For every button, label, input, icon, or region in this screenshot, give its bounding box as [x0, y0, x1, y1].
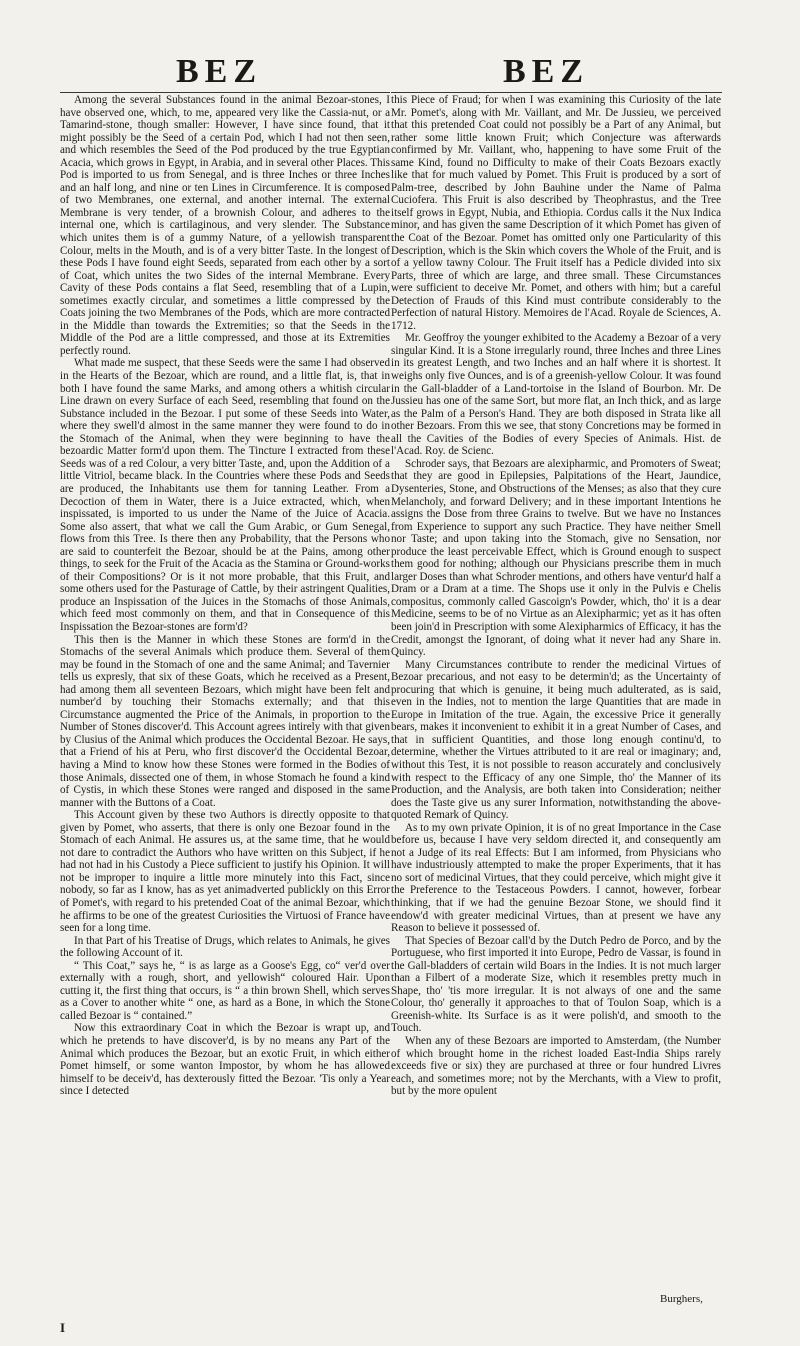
- running-head-right: BEZ: [503, 53, 590, 90]
- paragraph: In that Part of his Treatise of Drugs, which relates to Animals, he gives the following Account of it.: [60, 934, 390, 960]
- paragraph: Many Circumstances contribute to render the medicinal Virtues of Bezoar precarious, and not easy to be determin'd; as the Uncertainty of procuring that which is genuine, it being much adulterated, as is said, even in the Indies, not to mention the large Quantities that are made in Europe in Imitation of the true. Again, the excessive Price it generally bears, makes it inconvenient to exhibit it in a great Number of Cases, and that in sufficient Quantities, and those long enough continu'd, to determine, whether the Virtues attributed to it are real or imaginary; and, without this Test, it is not possible to reason accurately and conclusively with respect to the Efficacy of any one Simple, tho' the Manner of its Production, and the Analysis, are both taken into Consideration; neither does the Taste give us any surer Information, notwithstanding the above-quoted Remark of Quincy.: [391, 658, 721, 822]
- paragraph: This Account given by these two Authors is directly opposite to that given by Pomet, who asserts, that there is only one Bezoar found in the Stomach of each Animal. He assures us, at the same time, that he would not dare to contradict the Authors who have written on this Subject, if he had not had in his Custody a Piece sufficient to justify his Opinion. It will not be improper to inquire a little more minutely into this Fact, since nobody, so far as I know, has as yet animadverted publickly on this Error of Pomet's, with regard to his pretended Coat of the animal Bezoar, which he affirms to be one of the greatest Curiosities the Virtuosi of France have seen for a long time.: [60, 809, 390, 935]
- paragraph: What made me suspect, that these Seeds were the same I had observed in the Hearts of the Bezoar, which are round, and a little flat, is, that in both I have found the same Marks, and among others a whitish circular Line drawn on every Surface of each Seed, resembling that found on the Substance included in the Bezoar. I put some of these Seeds into Water, where they swell'd almost in the same manner they were found to do in the Stomach of the Animal, when they were beginning to have the bezoardic Matter form'd upon them. The Tincture I extracted from these Seeds was of a red Colour, a very bitter Taste, and, upon the Addition of a little Vitriol, became black. In the Countries where these Pods and Seeds are produced, the Inhabitants use them for tanning Leather. From a Decoction of them in Water, there is a Juice extracted, which, when inspissated, is imported to us under the Name of the Juice of Acacia. Some also assert, that what we call the Gum Arabic, or Gum Senegal, flows from this Tree. Is there then any Probability, that the Persons who are said to counterfeit the Bezoar, should be at the Pains, among other things, to seek for the Fruit of the Acacia as the Stamina or Ground-works of their Compositions? Or is it not more probable, that this Fruit, and some others used for the Pasturage of Cattle, by their astringent Qualities, produce an Inspissation of the Juices in the Stomachs of those Animals, which feed most commonly on them, and that in Consequence of this Inspissation the Bezoar-stones are form'd?: [60, 357, 390, 633]
- paragraph: Now this extraordinary Coat in which the Bezoar is wrapt up, and which he pretends to have discover'd, is by no means any Part of the Animal which produces the Bezoar, but an exotic Fruit, in which either Pomet himself, or some wanton Impostor, by whom he has allowed himself to be deceiv'd, has dexterously fitted the Bezoar. 'Tis only a Year since I detected: [60, 1022, 390, 1098]
- right-column: [391, 94, 721, 1098]
- header-rule-right: [391, 92, 722, 93]
- quotation: “ This Coat,” says he, “ is as large as a Goose's Egg, co“ ver'd over externally with a rough, short, and yellowish“ coloured Hair. Upon cutting it, the first thing that occurs, is “ a thin brown Shell, which serves as a Cover to another white “ one, as hard as a Bone, in which the Stone called Bezoar is “ contained.”: [60, 959, 390, 1022]
- catchword: Burghers,: [660, 1293, 703, 1305]
- paragraph: That Species of Bezoar call'd by the Dutch Pedro de Porco, and by the Portuguese, who first imported it into Europe, Pedro de Vassar, is found in the Gall-bladders of certain wild Boars in the Indies. It is not much larger than a Filbert of a moderate Size, which it resembles pretty much in Shape, tho' 'tis more irregular. It is not always of one and the same Colour, tho' generally it approaches to that of Toulon Soap, which is a Greenish-white. Its Surface is as it were polish'd, and smooth to the Touch.: [391, 934, 721, 1035]
- running-head-left: BEZ: [176, 53, 263, 90]
- paragraph: Among the several Substances found in the animal Bezoar-stones, I have observed one, which, to me, appeared very like the Cassia-nut, or a Tamarind-stone, though smaller: However, I have since found, that it might possibly be the Seed of a certain Pod, which I had not then seen, and which resembles the Seed of the Pod produced by the true Egyptian Acacia, which grows in Egypt, in Arabia, and in several other Places. This Pod is imported to us from Senegal, and is three Inches or three Inches and an half long, and nine or ten Lines in Circumference. It is composed of two Membranes, one external, and another internal. The external Membrane is very tender, of a brownish Colour, and adheres to the internal one, which is cartilaginous, and very slender. The Substance which unites them is of a gummy Nature, of a yellowish transparent Colour, melts in the Mouth, and is of a very bitter Taste. In the longest of these Pods I have found eight Seeds, separated from each other by a sort of Coat, which unites the two Sides of the internal Membrane. Every Cavity of these Pods contains a flat Seed, resembling that of a Lupin, sometimes exactly circular, and sometimes a little compressed by the Coats joining the two Membranes of the Pods, which are more contracted in the Middle than towards the Extremities; so that the Seeds in the Middle of the Pod are a little compressed, and those at its Extremities perfectly round.: [60, 94, 390, 357]
- paragraph-continued: this Piece of Fraud; for when I was examining this Curiosity of the late Mr. Pomet's, along with Mr. Vaillant, and Mr. De Jussieu, we perceived that this pretended Coat could not possibly be a Part of any Animal, but rather some little known Fruit; which Conjecture was afterwards confirmed by Mr. Vaillant, who, happening to have some Fruit of the same Kind, found no Difficulty to make of their Coats Bezoars exactly like that for much valued by Pomet. This Fruit is produced by a sort of Palm-tree, described by John Bauhine under the Name of Palma Cuciofera. This Fruit is also described by Theophrastus, and the Tree itself grows in Egypt, Nubia, and Ethiopia. Cordus calls it the Nux Indica minor, and has given the same Description of it which Pomet has given of the Coat of the Bezoar. Pomet has omitted only one Particularity of this Description, which is the Skin which covers the Whole of the Fruit, and is of a yellow tawny Colour. The Fruit itself has a Pedicle divided into six Parts, three of which are large, and three small. These Circumstances were sufficient to deceive Mr. Pomet, and others with him; but a careful Detection of Frauds of this Kind must contribute considerably to the Perfection of natural History. Memoires de l'Acad. Royale de Sciences, A. 1712.: [391, 94, 721, 332]
- paragraph: This then is the Manner in which these Stones are form'd in the Stomachs of the several Animals which produce them. Several of them may be found in the Stomach of one and the same Animal; and Tavernier tells us expresly, that six of these Goats, which he received as a Present, had among them all seventeen Bezoars, which might have been felt and number'd by touching their Stomachs externally; and that this Circumstance augmented the Price of the Animals, in proportion to the Number of Stones discover'd. This Account agrees intirely with that given by Clusius of the Animal which produces the Occidental Bezoar. He says, that a Friend of his at Peru, who first discover'd the Occidental Bezoar, having a Mind to know how these Stones were formed in the Bodies of those Animals, dissected one of them, in whose Stomach he found a kind of Cystis, in which these Stones were ranged and disposed in the same manner with the Buttons of a Coat.: [60, 633, 390, 809]
- header-rule-left: [60, 92, 390, 93]
- paragraph: When any of these Bezoars are imported to Amsterdam, (the Number of which brought home in the richest loaded East-India Ships rarely exceeds five or six) they are purchased at three or four hundred Livres each, and sometimes more; not by the Merchants, with a View to profit, but by the more opulent: [391, 1035, 721, 1098]
- paragraph: As to my own private Opinion, it is of no great Importance in the Case before us, because I have very seldom directed it, and consequently am not a Judge of its real Effects: But I am informed, from Physicians who have industriously attempted to make the proper Experiments, that it has no sort of medicinal Virtues, that they could perceive, which might give it the Preference to the Testaceous Powders. I cannot, however, forbear thinking, that if we had the genuine Bezoar Stone, we should find it endow'd with greater medicinal Virtues, than at present we have any Reason to believe it possessed of.: [391, 821, 721, 935]
- paragraph: Schroder says, that Bezoars are alexipharmic, and Promoters of Sweat; that they are good in Epilepsies, Palpitations of the Heart, Jaundice, Dysenteries, Stone, and Obstructions of the Menses; as also that they cure Melancholy, and forward Delivery; and in these important Intentions he assigns the Dose from three Grains to twelve. But we have no Instances from Experience to support any such Practice. They have neither Smell nor Taste; and upon taking into the Stomach, give no Sensation, nor produce the least perceivable Effect, which is Ground enough to suspect them good for nothing; although our Physicians prescribe them in much larger Doses than what Schroder mentions, and others have ventur'd half a Dram or a Dram at a time. The Shops use it only in the Pulvis e Chelis compositus, commonly called Gascoign's Powder, which, tho' it is a dear Medicine, seems to be of no Virtue as an Alexipharmic; yet as it has often been join'd in Prescription with some Alexipharmics of Efficacy, it has the Credit, amongst the Ignorant, of doing what it never had any Share in. Quincy.: [391, 457, 721, 659]
- signature-mark: I: [60, 1320, 66, 1335]
- left-column: [60, 94, 390, 1098]
- paragraph: Mr. Geoffroy the younger exhibited to the Academy a Bezoar of a very singular Kind. It is a Stone irregularly round, three Inches and three Lines in its greatest Length, and two Inches and an half where it is shortest. It weighs only five Ounces, and is of a greenish-yellow Colour. It was found in the Gall-bladder of a Land-tortoise in the Island of Bourbon. Mr. De Jussieu has one of the same Sort, but more flat, an Inch thick, and as large as the Palm of a Person's Hand. They are both disposed in Strata like all other Bezoars. From this we see, that stony Concretions may be formed in all the Cavities of the Bodies of every Species of Animals. Hist. de l'Acad. Roy. de Scienc.: [391, 332, 721, 458]
